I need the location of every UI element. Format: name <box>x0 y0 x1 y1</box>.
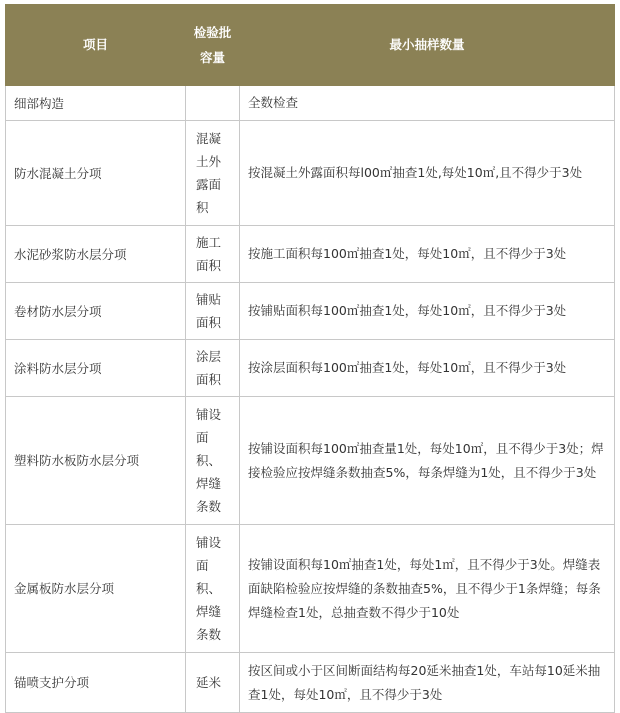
table-row <box>6 86 615 121</box>
table-row <box>6 653 615 713</box>
cell-sampling: 按铺设面积每10㎡抽查1处，每处1㎡，且不得少于3处。焊缝表面缺陷检验应按焊缝的条数抽查5%，且不得少于1条焊缝；每条焊缝检查1处，总抽查数不得少于10处 <box>240 525 615 653</box>
cell-item: 细部构造 <box>6 86 186 121</box>
cell-sampling: 按铺设面积每100㎡抽查量1处，每处10㎡，且不得少于3处；焊接检验应按焊缝条数抽查5%，每条焊缝为1处，且不得少于3处 <box>240 397 615 525</box>
cell-capacity: 铺贴面积 <box>186 283 240 340</box>
cell-sampling: 按涂层面积每100㎡抽查1处，每处10㎡，且不得少于3处 <box>240 340 615 397</box>
cell-sampling: 按区间或小于区间断面结构每20延米抽查1处，车站每10延米抽查1处，每处10㎡，且不得少于3处 <box>240 653 615 713</box>
header-sampling: 最小抽样数量 <box>240 5 615 86</box>
table-row <box>6 283 615 340</box>
cell-item: 防水混凝土分项 <box>6 121 186 226</box>
header-row <box>6 5 615 86</box>
cell-sampling: 按混凝土外露面积每l00㎡抽查1处,每处10㎡,且不得少于3处 <box>240 121 615 226</box>
cell-item: 塑料防水板防水层分项 <box>6 397 186 525</box>
sampling-table <box>5 4 615 713</box>
cell-item: 锚喷支护分项 <box>6 653 186 713</box>
cell-capacity: 涂层面积 <box>186 340 240 397</box>
cell-sampling: 按施工面积每100㎡抽查1处，每处10㎡，且不得少于3处 <box>240 226 615 283</box>
header-item: 项目 <box>6 5 186 86</box>
table-container <box>5 4 614 713</box>
table-row <box>6 397 615 525</box>
cell-sampling: 按铺贴面积每100㎡抽查1处，每处10㎡，且不得少于3处 <box>240 283 615 340</box>
header-capacity: 检验批容量 <box>186 5 240 86</box>
cell-capacity: 铺设面积、焊缝条数 <box>186 397 240 525</box>
cell-capacity: 混凝土外露面积 <box>186 121 240 226</box>
table-row <box>6 340 615 397</box>
table-row <box>6 525 615 653</box>
cell-item: 卷材防水层分项 <box>6 283 186 340</box>
cell-item: 金属板防水层分项 <box>6 525 186 653</box>
cell-capacity: 延米 <box>186 653 240 713</box>
cell-capacity: 施工面积 <box>186 226 240 283</box>
table-row <box>6 226 615 283</box>
cell-sampling: 全数检查 <box>240 86 615 121</box>
cell-item: 涂料防水层分项 <box>6 340 186 397</box>
cell-item: 水泥砂浆防水层分项 <box>6 226 186 283</box>
cell-capacity <box>186 86 240 121</box>
table-row <box>6 121 615 226</box>
cell-capacity: 铺设面积、焊缝条数 <box>186 525 240 653</box>
